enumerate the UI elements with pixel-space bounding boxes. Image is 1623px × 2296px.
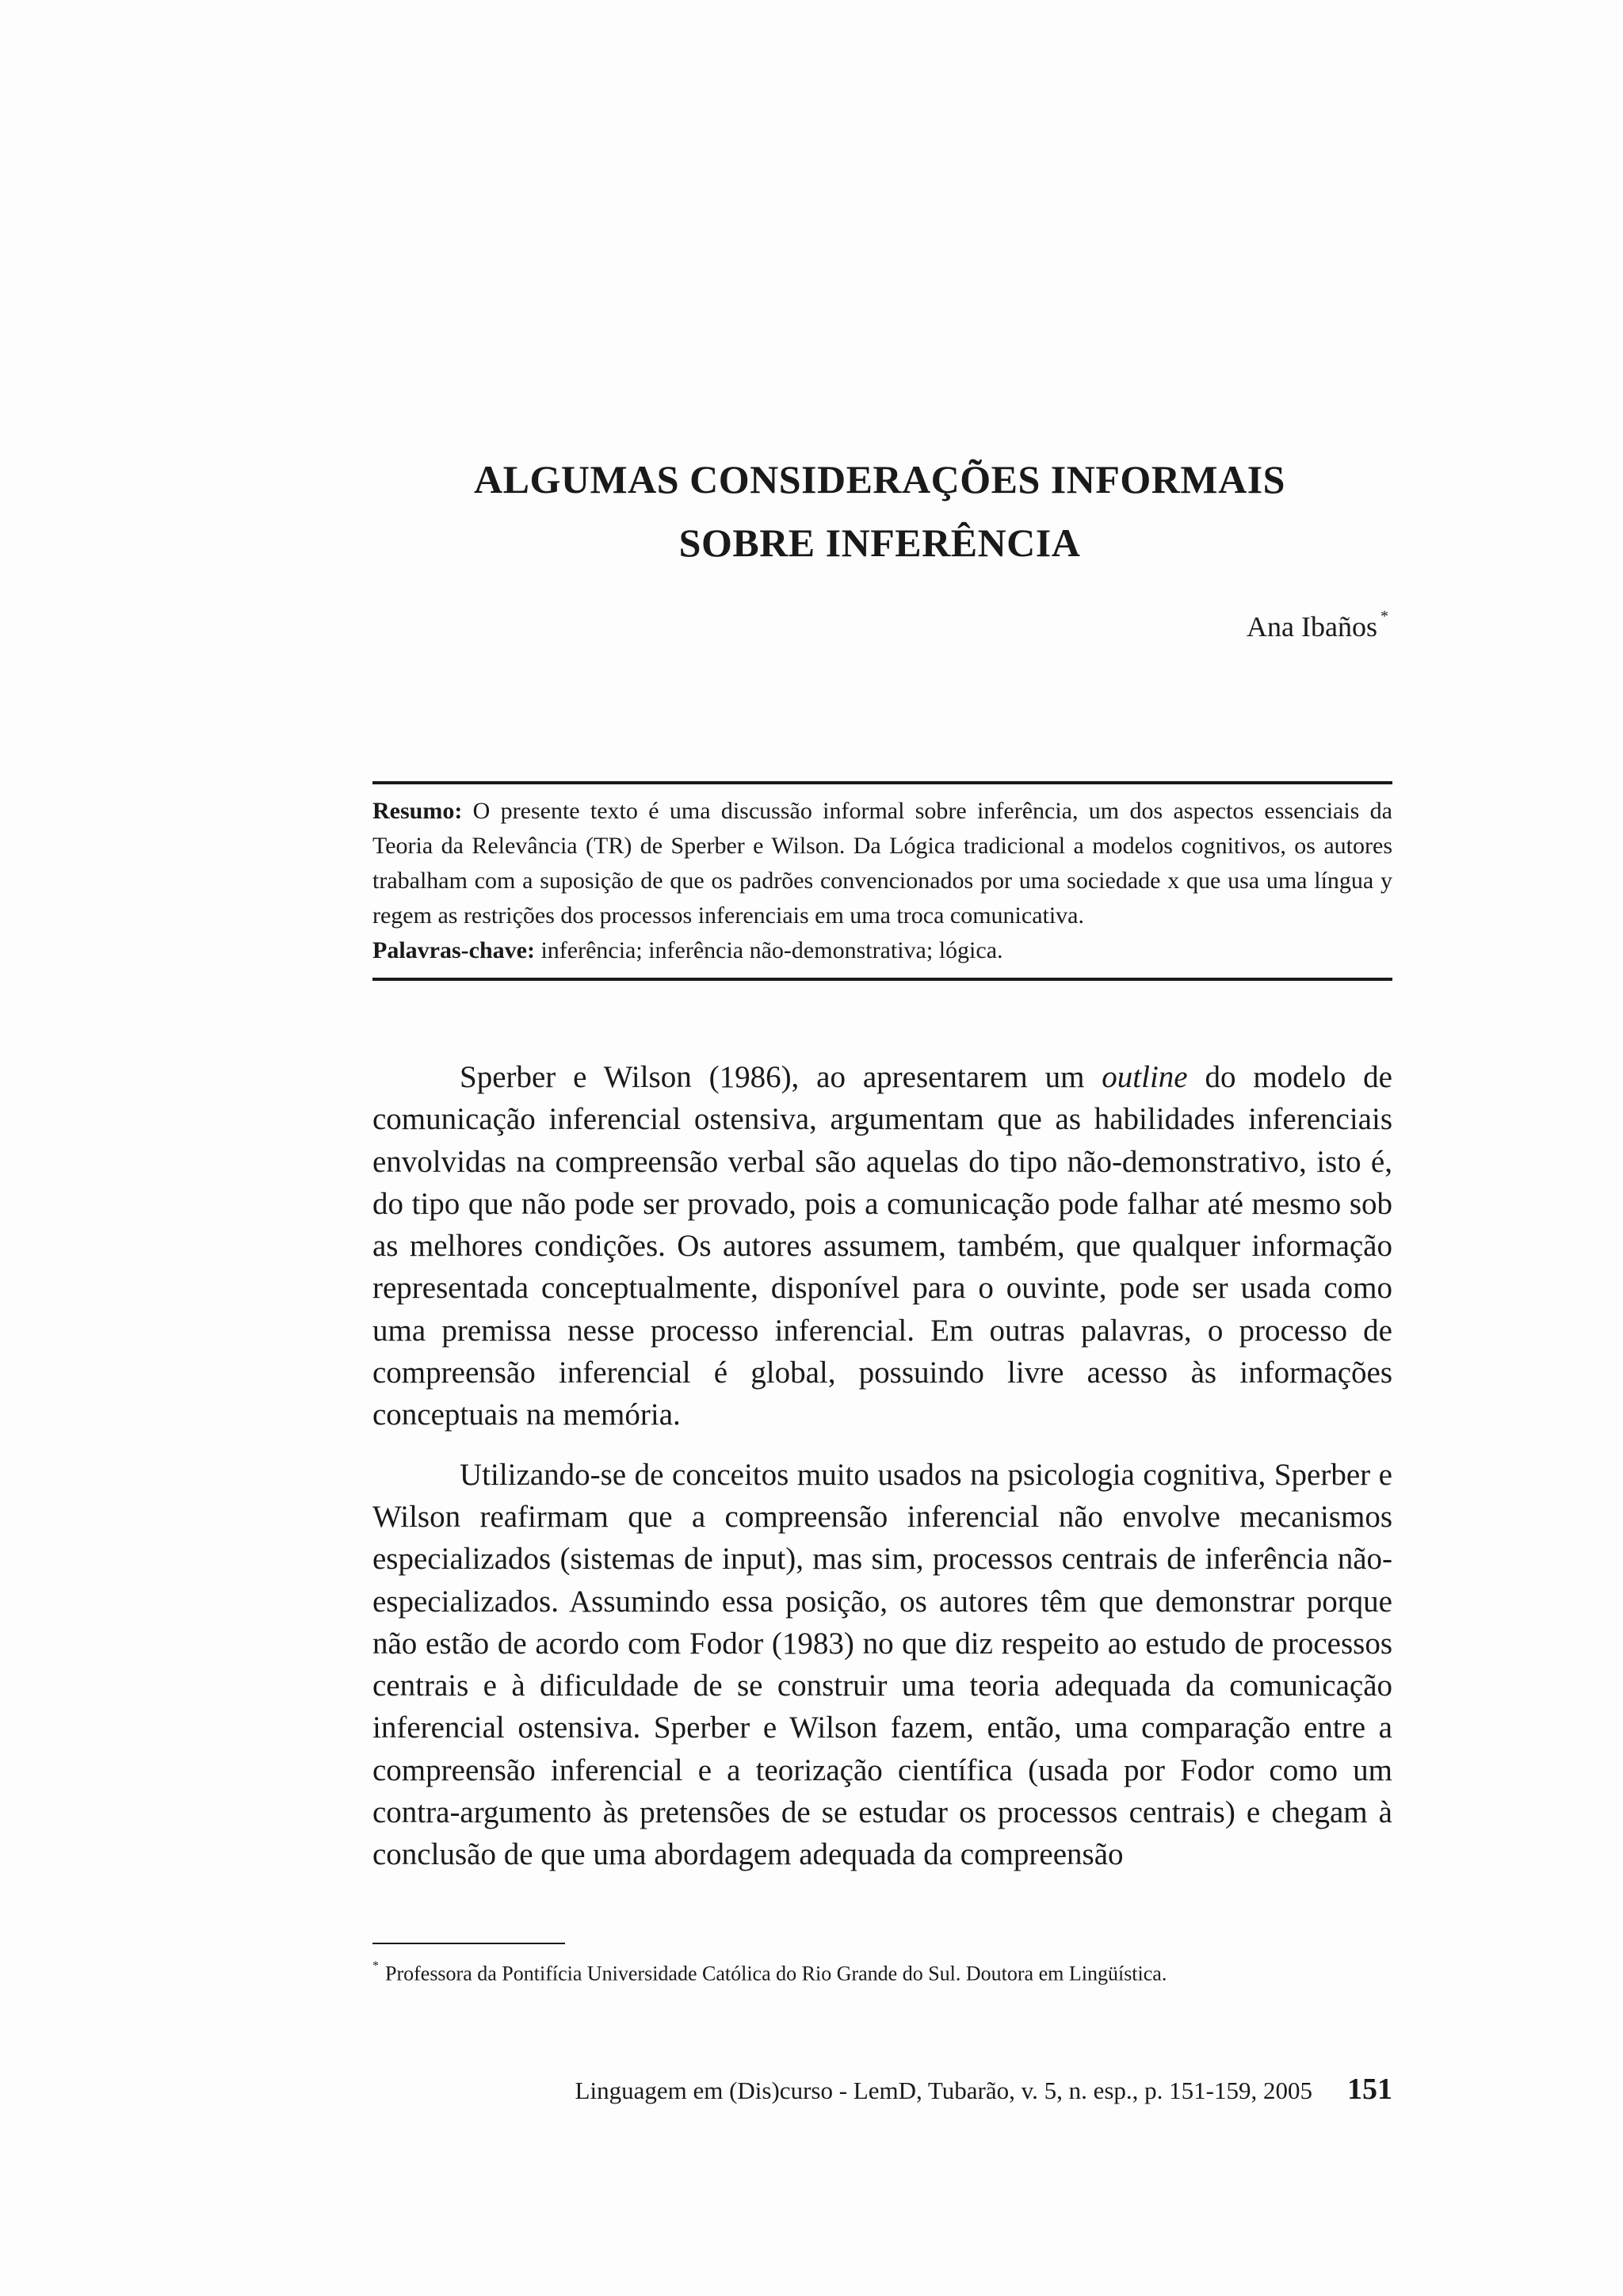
title-line-2: SOBRE INFERÊNCIA <box>678 521 1081 565</box>
body-paragraph-1 <box>372 1056 1392 1436</box>
body-paragraph-2: Utilizando-se de conceitos muito usados na psicologia cognitiva, Sperber e Wilson reafirmam que a compreensão inferencial não envolve mecanismos especializados (sistemas de input), mas sim, processos centrais de inferência não-especializados. Assumindo essa posição, os autores têm que demonstrar porque não estão de acordo com Fodor (1983) no que diz respeito ao estudo de processos centrais e à dificuldade de se construir uma teoria adequada da comunicação inferencial ostensiva. Sperber e Wilson fazem, então, uma comparação entre a compreensão inferencial e a teorização científica (usada por Fodor como um contra-argumento às pretensões de se estudar os processos centrais) e chegam à conclusão de que uma abordagem adequada da compreensão <box>372 1457 1392 1872</box>
body-p1-italic-term: outline <box>1102 1060 1188 1094</box>
abstract-label: Resumo: <box>372 798 463 824</box>
article-title <box>372 448 1387 574</box>
footnote <box>372 1955 1392 1989</box>
author-footnote-marker: * <box>1381 608 1388 625</box>
abstract-bottom-rule <box>372 978 1392 981</box>
body-p1-start: Sperber e Wilson (1986), ao apresentarem um <box>460 1060 1102 1094</box>
keywords-label: Palavras-chave: <box>372 937 535 963</box>
footnote-separator <box>372 1943 565 1944</box>
author-name: Ana Ibaños <box>1247 611 1377 643</box>
journal-citation: Linguagem em (Dis)curso - LemD, Tubarão, v. 5, n. esp., p. 151-159, 2005 <box>575 2077 1312 2104</box>
abstract-block <box>372 794 1392 968</box>
abstract-text: O presente texto é uma discussão informal sobre inferência, um dos aspectos essenciais da Teoria da Relevância (TR) de Sperber e Wilson. Da Lógica tradicional a modelos cognitivos, os autores trabalham com a suposição de que os padrões convencionados por uma sociedade x que usa uma língua y regem as restrições dos processos inferenciais em uma troca comunicativa. <box>372 798 1392 929</box>
page-footer <box>372 2072 1392 2108</box>
article-body <box>372 1056 1392 1876</box>
abstract-top-rule <box>372 781 1392 784</box>
footnote-marker: * <box>372 1959 379 1973</box>
footnote-text: Professora da Pontifícia Universidade Católica do Rio Grande do Sul. Doutora em Lingüística. <box>385 1962 1167 1985</box>
keywords-paragraph <box>372 933 1392 968</box>
abstract-paragraph <box>372 794 1392 933</box>
page-number: 151 <box>1347 2073 1392 2106</box>
author-byline <box>1247 604 1388 644</box>
title-line-1: ALGUMAS CONSIDERAÇÕES INFORMAIS <box>474 457 1285 502</box>
body-p1-rest: do modelo de comunicação inferencial ostensiva, argumentam que as habilidades inferenciais envolvidas na compreensão verbal são aquelas do tipo não-demonstrativo, isto é, do tipo que não pode ser provado, pois a comunicação pode falhar até mesmo sob as melhores condições. Os autores assumem, também, que qualquer informação representada conceptualmente, disponível para o ouvinte, pode ser usada como uma premissa nesse processo inferencial. Em outras palavras, o processo de compreensão inferencial é global, possuindo livre acesso às informações conceptuais na memória. <box>372 1060 1392 1432</box>
keywords-text: inferência; inferência não-demonstrativa; lógica. <box>540 937 1003 963</box>
